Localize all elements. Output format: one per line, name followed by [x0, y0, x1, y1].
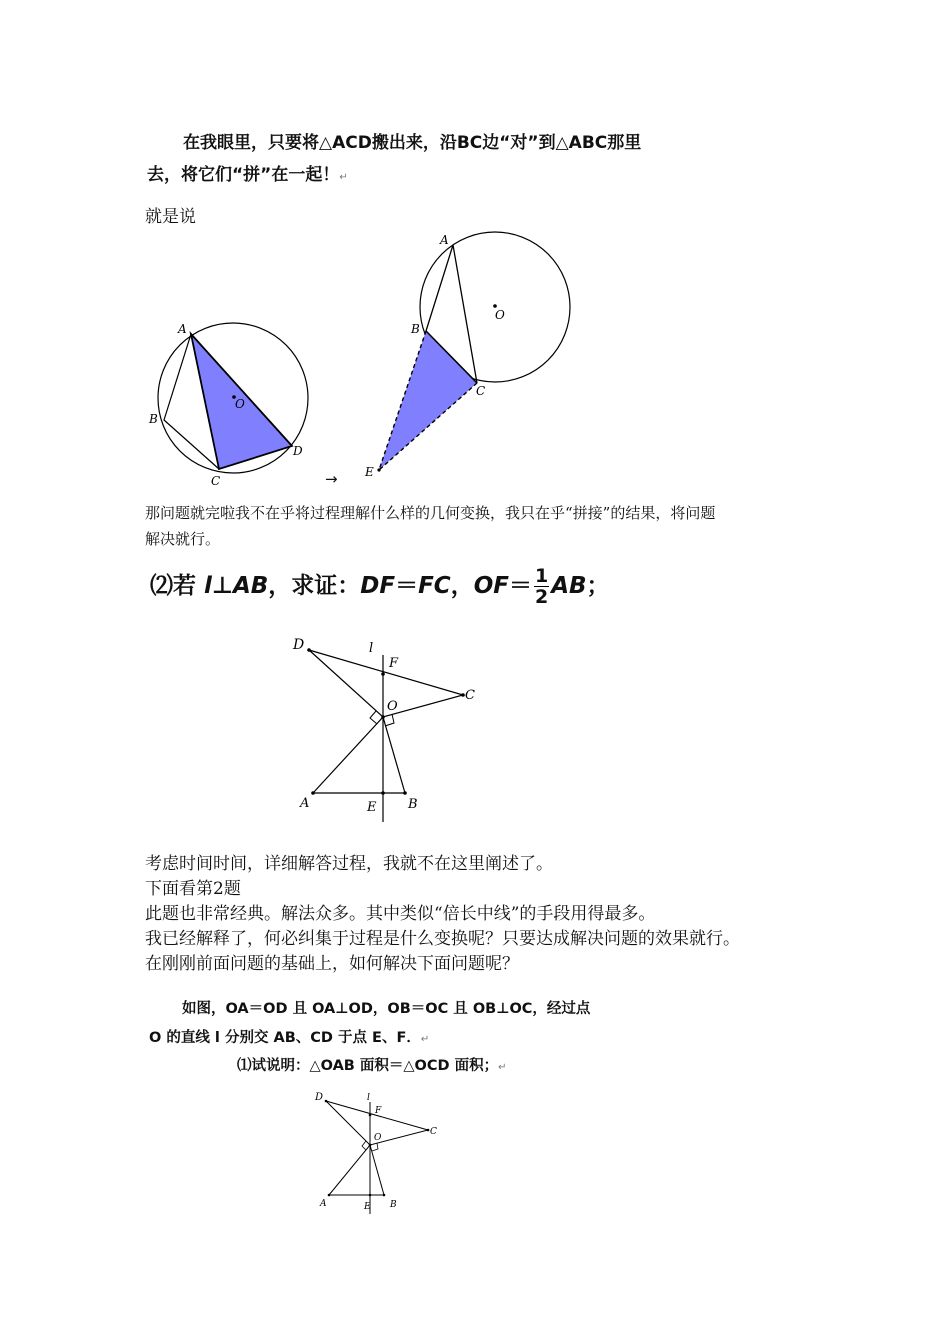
label-b: B: [390, 1200, 397, 1210]
problem-line-3: ⑴试说明：△OAB 面积＝△OCD 面积；↵: [237, 1058, 507, 1074]
label-o: O: [387, 699, 398, 714]
label-a: A: [178, 322, 187, 336]
arrow-right-icon: →: [325, 470, 338, 488]
triangle-oab: [313, 717, 405, 793]
label-a: A: [300, 796, 310, 811]
label-b: B: [411, 322, 420, 336]
label-b: B: [149, 412, 158, 426]
problem-line-2: O 的直线 l 分别交 AB、CD 于点 E、F．↵: [149, 1030, 430, 1046]
figure-perpendicular-large: [285, 630, 485, 825]
triangle-ocd: [309, 650, 463, 717]
paragraph-5: 在刚刚前面问题的基础上，如何解决下面问题呢？: [145, 954, 519, 974]
label-c: C: [465, 688, 475, 703]
problem-line-1: 如图，OA＝OD 且 OA⊥OD，OB＝OC 且 OB⊥OC，经过点: [182, 1001, 591, 1017]
paragraph-3: 此题也非常经典。解法众多。其中类似“倍长中线”的手段用得最多。: [145, 904, 656, 924]
label-a: A: [320, 1199, 327, 1209]
label-c: C: [211, 474, 221, 488]
label-f: F: [389, 656, 399, 671]
question-2: ⑵若 l⊥AB，求证：DF＝FC，OF＝ $\frac{1}{2}$ AB；: [150, 565, 610, 608]
label-e: E: [365, 465, 374, 479]
label-l: l: [369, 641, 374, 656]
label-o: O: [235, 397, 245, 411]
label-o: O: [495, 308, 505, 322]
label-a: A: [440, 233, 449, 247]
triangle-bce-fill: [379, 331, 477, 470]
right-angle-mark-left: [362, 1141, 366, 1150]
label-c: C: [430, 1127, 437, 1137]
label-d: D: [293, 637, 305, 653]
paragraph-4: 我已经解释了，何必纠集于过程是什么变换呢？只要达成解决问题的效果就行。: [145, 929, 740, 949]
return-mark: ↵: [498, 1062, 507, 1073]
figure-perpendicular-small: [310, 1088, 450, 1218]
intro-line-2: 去，将它们“拼”在一起！↵: [147, 165, 348, 185]
label-l: l: [367, 1093, 370, 1103]
figure-circle-spliced: [360, 225, 580, 480]
label-o: O: [374, 1133, 382, 1143]
paragraph-1: 考虑时间时间，详细解答过程，我就不在这里阐述了。: [145, 854, 553, 874]
label-f: F: [375, 1106, 382, 1116]
label-e: E: [367, 800, 377, 815]
return-mark: ↵: [420, 1034, 430, 1045]
figure-circle-abcd: [140, 315, 320, 490]
intro-line-1: 在我眼里，只要将△ACD搬出来，沿BC边“对”到△ABC那里: [183, 133, 642, 153]
label-c: C: [476, 384, 486, 398]
paragraph-2: 下面看第2题: [145, 879, 241, 899]
return-mark: ↵: [339, 172, 348, 183]
label-b: B: [408, 797, 418, 812]
fraction-one-half: $\frac{1}{2}$: [534, 565, 549, 608]
label-d: D: [315, 1092, 324, 1103]
triangle-oab: [329, 1145, 384, 1195]
jiushishuo-text: 就是说: [145, 207, 196, 227]
label-e: E: [364, 1202, 371, 1212]
right-angle-mark-left: [370, 711, 377, 724]
paragraph-splice-line-2: 解决就行。: [145, 530, 221, 548]
paragraph-splice-line-1: 那问题就完啦我不在乎将过程理解什么样的几何变换，我只在乎“拼接”的结果，将问题: [145, 504, 716, 522]
label-d: D: [293, 444, 303, 458]
